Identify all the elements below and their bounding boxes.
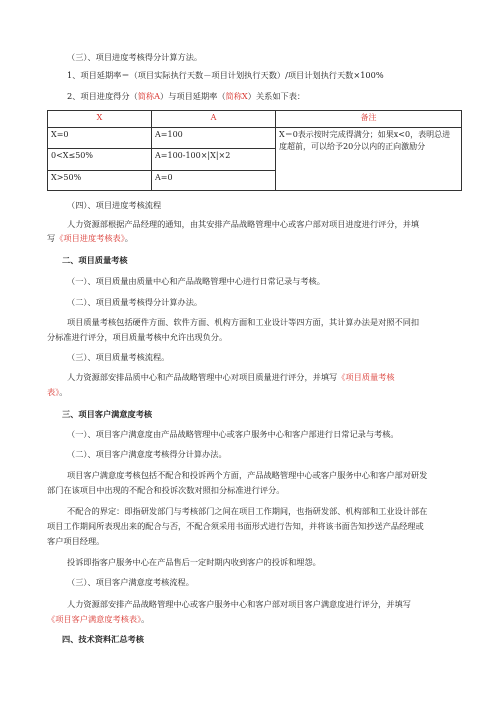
section-4-heading: （四）、项目进度考核流程 [67,200,162,210]
cell-a: A=100 [152,128,276,149]
abbr-x: 简称X [225,91,248,101]
satisfaction-flow-line-1: 人力资源部安排产品战略管理中心或客户服务中心和客户部对项目客户满意度进行评分，并填写 [67,599,411,609]
progress-flow-line-1: 人力资源部根据产品经理的通知，由其安排产品战略管理中心或客户部对项目进度进行评分，并填 [67,219,420,229]
quality-form-name-start: 《项目质量考核 [337,372,395,382]
header-note: 备注 [276,111,462,128]
satisfaction-para-line-1: 项目客户满意度考核包括不配合和投诉两个方面，产品战略管理中心或客户服务中心和客户部对研发 [67,470,428,480]
quality-flow-prefix: 人力资源部安排品质中心和产品战略管理中心对项目质量进行评分，并填写 [67,372,338,382]
section-3-heading: （三）、项目进度考核得分计算方法。 [67,52,203,62]
satisfaction-heading: 三、项目客户满意度考核 [62,409,153,419]
satisfaction-para-line-2: 部门在该项目中出现的不配合和投诉次数对照扣分标准进行评分。 [47,485,285,495]
progress-form-name: 《项目进度考核表》 [55,233,125,243]
satisfaction-item-3: （三）、项目客户满意度考核流程。 [67,577,194,587]
delay-rate-formula: 1、项目延期率＝（项目实际执行天数－项目计划执行天数）/项目计划执行天数×100% [67,70,384,80]
quality-para-line-1: 项目质量考核包括硬件方面、软件方面、机构方面和工业设计等四方面，其计算办法是对照不同扣 [67,317,420,327]
satisfaction-item-1: （一）、项目客户满意度由产品战略管理中心或客户服务中心和客户部进行日常记录与考核。 [67,429,399,439]
quality-flow-line-2 [47,386,67,398]
quality-flow-line-1 [67,371,395,383]
quality-heading: 二、项目质量考核 [62,255,128,265]
quality-para-line-2: 分标准进行评分，项目质量考核中允许出现负分。 [47,332,228,342]
satisfaction-form-name: 《项目客户满意度考核表》 [47,614,142,624]
quality-item-2: （二）、项目质量考核得分计算办法。 [67,297,203,307]
cell-x: X>50% [48,171,152,191]
progress-flow-suffix: 。 [124,233,133,243]
quality-item-1: （一）、项目质量由质量中心和产品战略管理中心进行日常记录与考核。 [67,276,325,286]
complaint-definition: 投诉即指客户服务中心在产品售后一定时期内收到客户的投诉和埋怨。 [67,557,321,567]
satisfaction-flow-line-2 [47,613,149,625]
cell-a: A=100-100×|X|×2 [152,149,276,171]
noncooperation-line-3: 客户项目经理。 [47,536,105,546]
header-a: A [152,111,276,128]
cell-note: X＝0表示按时完成得满分；如果x<0，表明总进度超前，可以给予20分以内的正向激励分 [276,128,462,191]
abbr-a: 简称A [137,91,161,101]
table-header-row [48,111,462,128]
satisfaction-flow-suffix: 。 [141,614,150,624]
progress-flow-line-2 [47,232,133,244]
relation-suffix: ）关系如下表： [247,91,306,101]
cell-x: 0<X≤50% [48,149,152,171]
cell-x: X=0 [48,128,152,149]
score-table [47,110,462,191]
tech-docs-heading: 四、技术资料汇总考核 [62,634,144,644]
noncooperation-line-2: 项目工作期间所表现出来的配合与否，不配合须采用书面形式进行告知，并将该书面告知抄送产品经理或 [47,521,424,531]
relation-mid: ）与项目延期率（ [160,91,226,101]
header-x: X [48,111,152,128]
cell-a: A=0 [152,171,276,191]
score-relation-text [67,90,305,102]
quality-item-3: （三）、项目质量考核流程。 [67,352,170,362]
progress-flow-prefix: 写 [47,233,56,243]
noncooperation-line-1: 不配合的界定：即指研发部门与考核部门之间在项目工作期间，也指研发部、机构部和工业设计部在 [67,506,428,516]
quality-form-name-end: 表》 [47,387,60,397]
table-row [48,128,462,149]
quality-flow-suffix: 。 [59,387,68,397]
satisfaction-item-2: （二）、项目客户满意度考核得分计算办法。 [67,449,227,459]
relation-prefix: 2、项目进度得分（ [67,91,138,101]
